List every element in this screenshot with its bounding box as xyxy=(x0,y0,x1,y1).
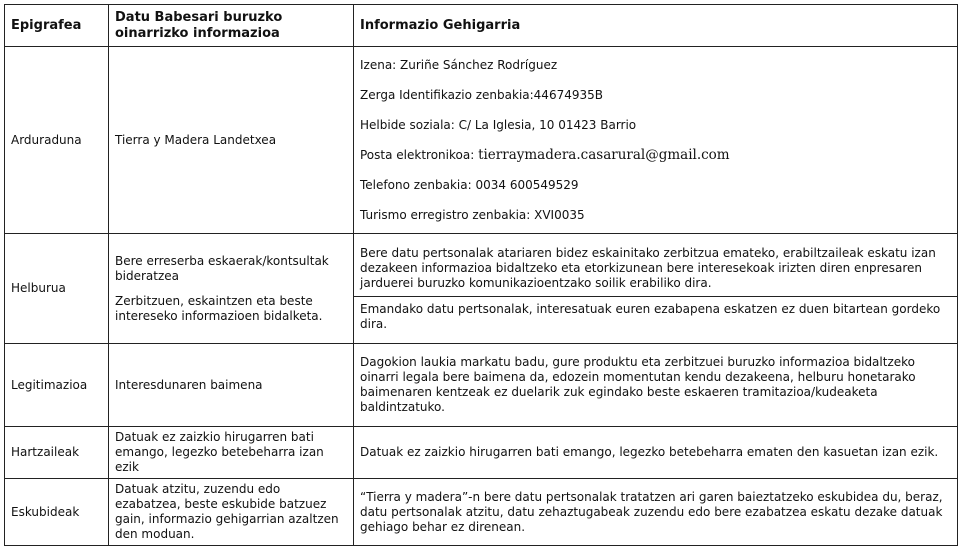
helburua-basic-2: Zerbitzuen, eskaintzen eta beste intereseko informazioen bidalketa. xyxy=(115,293,323,323)
eskubideak-basic: Datuak atzitu, zuzendu edo ezabatzea, beste eskubide batzuez gain, informazio gehigarrian azaltzen den moduan. xyxy=(109,479,354,546)
helburua-extra xyxy=(354,234,958,344)
controller-email-line xyxy=(360,140,951,170)
legitimazioa-basic: Interesdunaren baimena xyxy=(109,344,354,427)
table-row-helburua xyxy=(5,234,958,344)
hartzaileak-extra: Datuak ez zaizkio hirugarren bati emango, legezko betebeharra ematen den kasuetan izan ezik. xyxy=(354,427,958,479)
arduraduna-extra xyxy=(354,47,958,234)
hartzaileak-basic: Datuak ez zaizkio hirugarren bati emango, legezko betebeharra izan ezik xyxy=(109,427,354,479)
controller-tax-id: Zerga Identifikazio zenbakia:44674935B xyxy=(360,88,603,102)
helburua-extra-2: Emandako datu pertsonalak, interesatuak euren ezabapena eskatzen ez duen bitartean gordeko dira. xyxy=(354,296,957,337)
header-basic-info: Datu Babesari buruzko oinarrizko informazioa xyxy=(109,5,354,47)
row-label-eskubideak: Eskubideak xyxy=(5,479,109,546)
row-label-helburua: Helburua xyxy=(5,234,109,344)
header-additional-info: Informazio Gehigarria xyxy=(354,5,958,47)
row-label-hartzaileak: Hartzaileak xyxy=(5,427,109,479)
header-epigrafea: Epigrafea xyxy=(5,5,109,47)
table-row-legitimazioa xyxy=(5,344,958,427)
table-row-eskubideak xyxy=(5,479,958,546)
table-header-row xyxy=(5,5,958,47)
helburua-basic-1: Bere erreserba eskaerak/kontsultak bideratzea xyxy=(115,253,329,283)
table-row-hartzaileak xyxy=(5,427,958,479)
row-label-arduraduna: Arduraduna xyxy=(5,47,109,234)
controller-name: Izena: Zuriñe Sánchez Rodríguez xyxy=(360,58,558,72)
row-label-legitimazioa: Legitimazioa xyxy=(5,344,109,427)
helburua-basic xyxy=(109,234,354,344)
table-row-arduraduna xyxy=(5,47,958,234)
controller-tourism-reg: Turismo erregistro zenbakia: XVI0035 xyxy=(360,208,585,222)
legitimazioa-extra: Dagokion laukia markatu badu, gure produktu eta zerbitzuei buruzko informazioa bidaltzeko oinarri legala bere baimena da, edozein momentutan kendu dezakeena, helburu honetarako baimenaren kentzeak ez duelarik zuk egindako beste eskaeren tramitazioa/kudeaketa baldintzatuko. xyxy=(354,344,958,427)
arduraduna-basic: Tierra y Madera Landetxea xyxy=(109,47,354,234)
controller-phone: Telefono zenbakia: 0034 600549529 xyxy=(360,178,579,192)
data-protection-table xyxy=(4,4,958,546)
eskubideak-extra: “Tierra y madera”-n bere datu pertsonalak tratatzen ari garen baieztatzeko eskubidea du, beraz, datu pertsonalak atzitu, datu zehaztugabeak zuzendu edo bere ezabatzea eskatu dezake datuak gehiago behar ez direnean. xyxy=(354,479,958,546)
email-link[interactable]: tierraymadera.casarural@gmail.com xyxy=(478,147,730,163)
helburua-extra-1: Bere datu pertsonalak atariaren bidez eskainitako zerbitzua emateko, erabiltzaileak eskatu izan dezakeen informazioa bidaltzeko eta etorkizunean bere interesekoak irizten diren enpresaren jarduerei buruzko komunikazioentzako soilik erabiliko dira. xyxy=(360,245,936,290)
email-label: Posta elektronikoa: xyxy=(360,148,479,162)
controller-address: Helbide soziala: C/ La Iglesia, 10 01423 Barrio xyxy=(360,118,637,132)
